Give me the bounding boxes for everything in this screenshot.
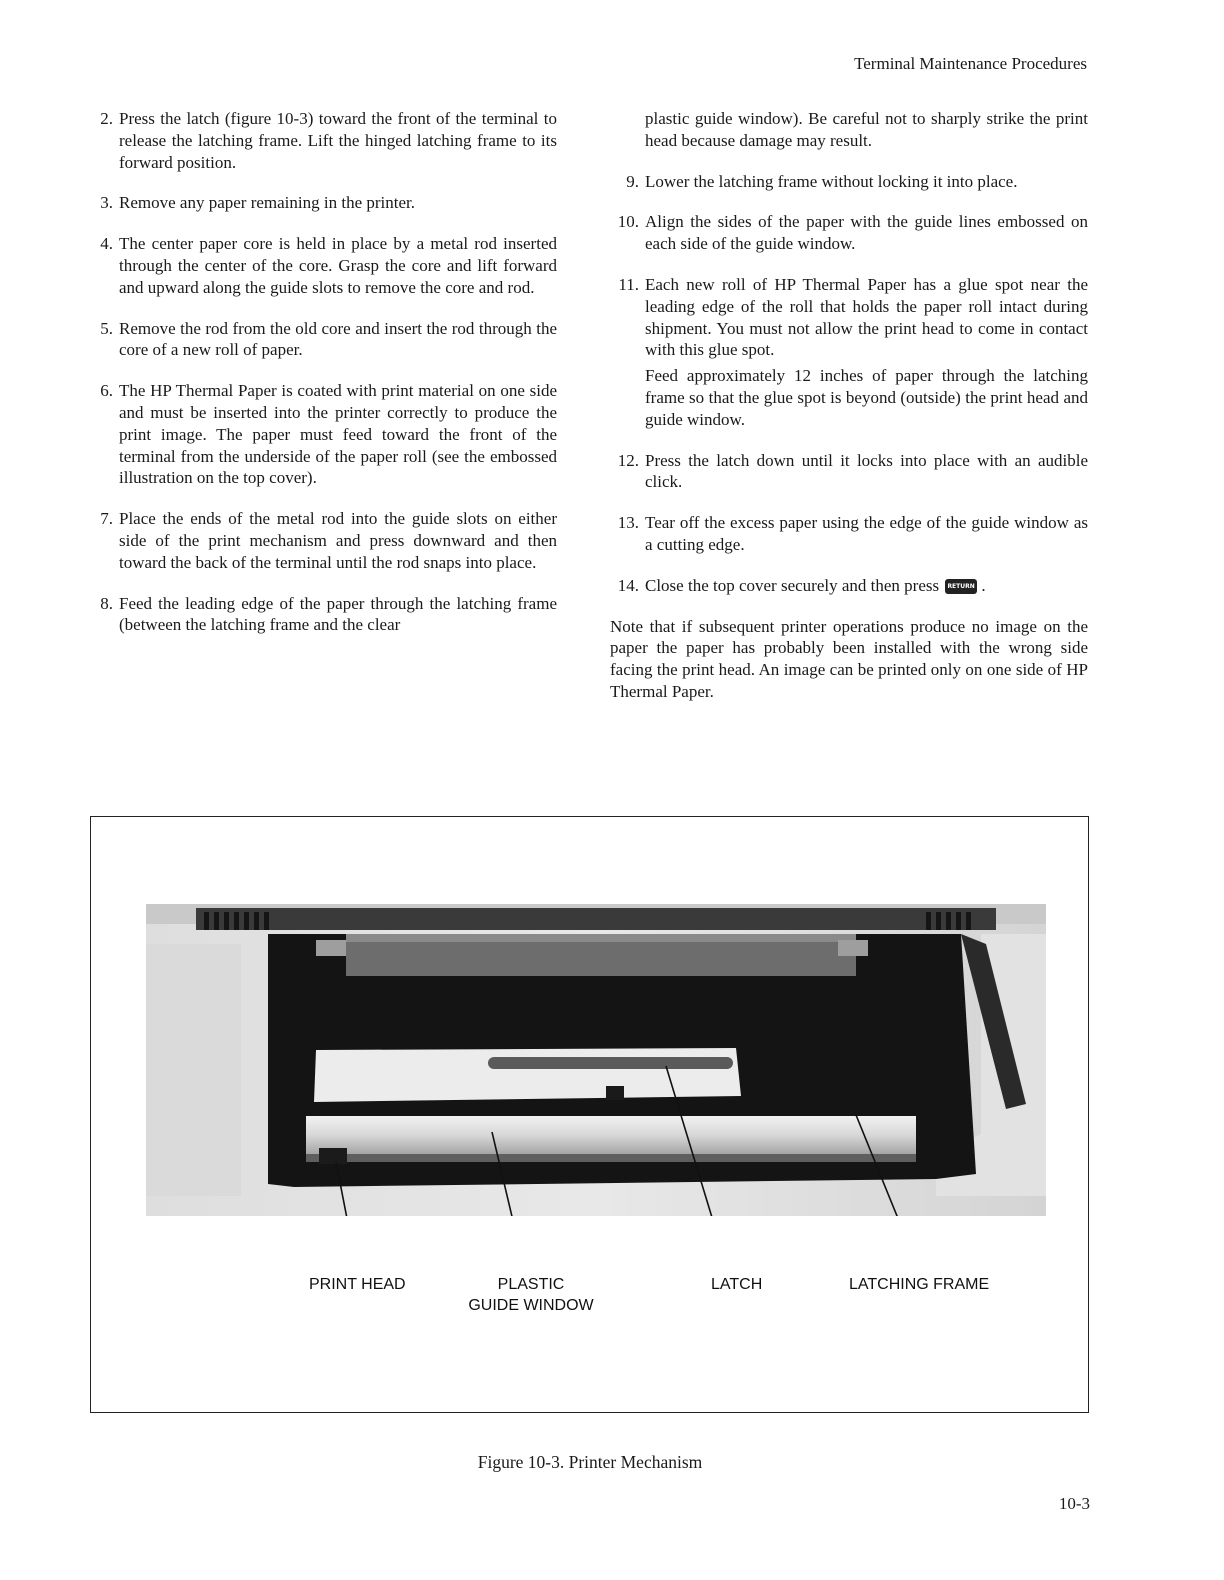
figure-frame — [90, 816, 1089, 1413]
step-10: 10. Align the sides of the paper with the guide lines embossed on each side of the guide window. — [617, 212, 1088, 254]
left-column — [84, 108, 557, 655]
step-8-continued: plastic guide window). Be careful not to sharply strike the print head because damage may result. — [645, 109, 1088, 150]
note-paragraph: Note that if subsequent printer operations produce no image on the paper the paper has probably been installed with the wrong side facing the print head. An image can be printed only on one side of HP Thermal Paper. — [610, 616, 1088, 701]
step-13: 13. Tear off the excess paper using the edge of the guide window as a cutting edge. — [617, 513, 1088, 554]
step-3: 3. Remove any paper remaining in the printer. — [100, 193, 415, 213]
step-4: 4. The center paper core is held in place by a metal rod inserted through the center of the core. Grasp the core and lift forward and upward along the guide slots to remove the core and rod. — [100, 234, 557, 297]
return-key-icon: RETURN — [945, 579, 977, 594]
step-14: 14. Close the top cover securely and then press RETURN . — [617, 575, 986, 595]
step-7: 7. Place the ends of the metal rod into the guide slots on either side of the print mechanism and press downward and then toward the back of the terminal until the rod snaps into place. — [100, 509, 557, 572]
step-11: 11. Each new roll of HP Thermal Paper has a glue spot near the leading edge of the roll that holds the paper roll intact during shipment. You must not allow the print head to come in contact with this glue spot. — [618, 274, 1088, 360]
label-print-head: PRINT HEAD — [309, 1276, 406, 1293]
step-8: 8. Feed the leading edge of the paper through the latching frame (between the latching frame and the clear — [100, 593, 557, 635]
step-6: 6. The HP Thermal Paper is coated with print material on one side and must be inserted into the printer correctly to produce the print image. The paper must feed toward the front of the terminal from the underside of the paper roll (see the embossed illustration on the top cover). — [100, 381, 557, 488]
label-plastic-guide-window: PLASTIC GUIDE WINDOW — [468, 1276, 594, 1314]
step-11-paragraph-2: Feed approximately 12 inches of paper through the latching frame so that the glue spot is beyond (outside) the print head and guide window. — [645, 366, 1088, 429]
label-latching-frame: LATCHING FRAME — [849, 1276, 990, 1293]
step-5: 5. Remove the rod from the old core and insert the rod through the core of a new roll of paper. — [100, 318, 557, 360]
figure-caption: Figure 10-3. Printer Mechanism — [477, 1452, 703, 1472]
printer-mechanism-photo — [146, 904, 1046, 1216]
step-12: 12. Press the latch down until it locks into place with an audible click. — [617, 450, 1088, 492]
step-9: 9. Lower the latching frame without locking it into place. — [626, 171, 1018, 191]
right-column — [610, 108, 1088, 703]
running-header: Terminal Maintenance Procedures — [854, 54, 1087, 73]
step-2: 2. Press the latch (figure 10-3) toward the front of the terminal to release the latching frame. Lift the hinged latching frame to its forward position. — [100, 109, 557, 172]
page-number: 10-3 — [1058, 1494, 1090, 1513]
label-latch: LATCH — [711, 1276, 763, 1293]
